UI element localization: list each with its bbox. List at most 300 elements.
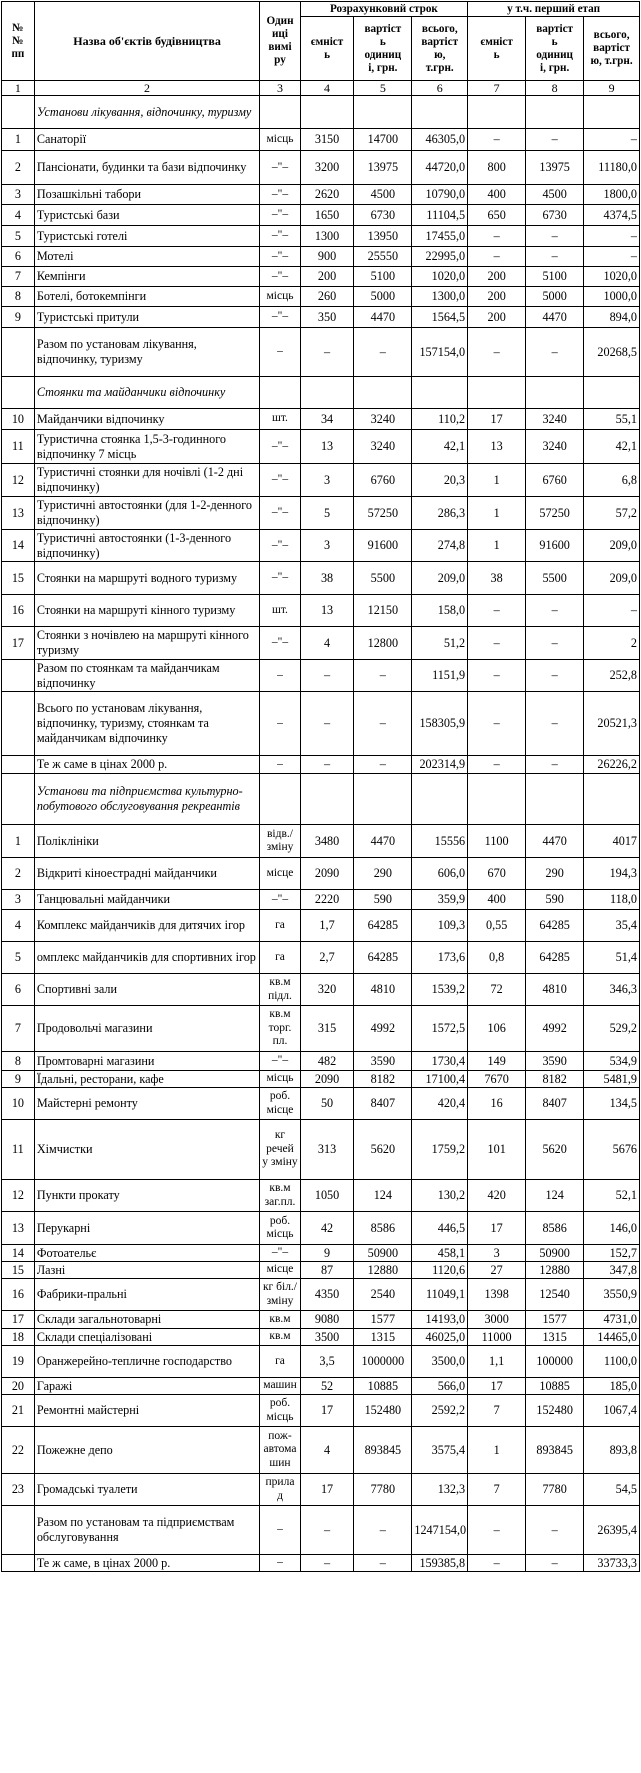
total-cost-first-stage: – (584, 247, 640, 267)
row-number: 5 (2, 226, 35, 247)
column-number: 7 (468, 81, 526, 96)
row-number: 2 (2, 858, 35, 890)
unit: –"– (260, 151, 300, 185)
row-number: 16 (2, 1279, 35, 1311)
table-row (2, 185, 640, 205)
empty-cell (260, 377, 300, 409)
capacity: 9 (300, 1245, 354, 1262)
empty-cell (584, 774, 640, 825)
object-name: Громадські туалети (34, 1474, 259, 1506)
capacity: 3 (300, 464, 354, 497)
capacity: – (300, 660, 354, 692)
total-cost-first-stage: 1067,4 (584, 1395, 640, 1427)
unit-cost-first-stage: 4470 (526, 825, 584, 858)
column-number-row (2, 81, 640, 96)
capacity-first-stage: 72 (468, 974, 526, 1006)
total-cost-first-stage: – (584, 226, 640, 247)
table-row (2, 307, 640, 328)
capacity-first-stage: 800 (468, 151, 526, 185)
total-cost: 274,8 (412, 530, 468, 562)
row-number: 14 (2, 1245, 35, 1262)
row-number: 8 (2, 1052, 35, 1071)
empty-cell (468, 774, 526, 825)
capacity-first-stage: 3000 (468, 1311, 526, 1329)
total-cost-first-stage: 6,8 (584, 464, 640, 497)
total-cost-first-stage: 1800,0 (584, 185, 640, 205)
capacity: 4 (300, 1427, 354, 1474)
total-cost-first-stage: 55,1 (584, 409, 640, 430)
total-cost: 3500,0 (412, 1346, 468, 1378)
capacity-first-stage: 3 (468, 1245, 526, 1262)
object-name: Туристські бази (34, 205, 259, 226)
capacity-first-stage: 1,1 (468, 1346, 526, 1378)
object-name: Поліклініки (34, 825, 259, 858)
column-number: 1 (2, 81, 35, 96)
table-row (2, 430, 640, 464)
row-number: 18 (2, 1329, 35, 1346)
unit: –"– (260, 267, 300, 287)
unit: шт. (260, 595, 300, 627)
row-number: 5 (2, 942, 35, 974)
capacity-first-stage: 101 (468, 1120, 526, 1180)
empty-cell (2, 377, 35, 409)
total-cost-first-stage: 893,8 (584, 1427, 640, 1474)
table-row (2, 910, 640, 942)
object-name: Разом по установам лікування, відпочинку, туризму (34, 328, 259, 377)
object-name: Оранжерейно-тепличне господарство (34, 1346, 259, 1378)
table-row (2, 1120, 640, 1180)
table-row (2, 756, 640, 774)
total-cost: 1120,6 (412, 1262, 468, 1279)
capacity-first-stage: – (468, 627, 526, 660)
unit-cost: 2540 (354, 1279, 412, 1311)
table-row (2, 825, 640, 858)
table-row (2, 1329, 640, 1346)
table-row (2, 1088, 640, 1120)
object-name: Туристичні автостоянки (для 1-2-денного відпочинку) (34, 497, 259, 530)
unit-cost-first-stage: 152480 (526, 1395, 584, 1427)
unit-cost-first-stage: – (526, 129, 584, 151)
unit-cost-first-stage: 124 (526, 1180, 584, 1212)
unit-cost: – (354, 1506, 412, 1555)
capacity-first-stage: 1100 (468, 825, 526, 858)
total-cost-first-stage: 3550,9 (584, 1279, 640, 1311)
total-cost: 173,6 (412, 942, 468, 974)
unit-cost: 50900 (354, 1245, 412, 1262)
unit-cost: – (354, 756, 412, 774)
total-cost-first-stage: 54,5 (584, 1474, 640, 1506)
empty-cell (300, 377, 354, 409)
row-number: 12 (2, 1180, 35, 1212)
unit-cost: 13975 (354, 151, 412, 185)
row-number (2, 692, 35, 756)
unit: –"– (260, 205, 300, 226)
total-cost: 3575,4 (412, 1427, 468, 1474)
unit-cost-first-stage: 10885 (526, 1378, 584, 1395)
table-row (2, 660, 640, 692)
unit: га (260, 910, 300, 942)
capacity: 350 (300, 307, 354, 328)
unit-cost-first-stage: 3240 (526, 409, 584, 430)
object-name: Фотоательє (34, 1245, 259, 1262)
total-cost: 202314,9 (412, 756, 468, 774)
unit-cost-first-stage: – (526, 1555, 584, 1572)
capacity-first-stage: 17 (468, 1212, 526, 1245)
total-cost-first-stage: 152,7 (584, 1245, 640, 1262)
capacity-first-stage: – (468, 595, 526, 627)
header-calculation-period: Розрахунковий строк (300, 2, 467, 17)
object-name: Кемпінги (34, 267, 259, 287)
unit: місце (260, 1262, 300, 1279)
unit: –"– (260, 464, 300, 497)
unit-cost-first-stage: – (526, 660, 584, 692)
row-number: 1 (2, 129, 35, 151)
row-number: 10 (2, 409, 35, 430)
total-cost-first-stage: 4731,0 (584, 1311, 640, 1329)
row-number: 8 (2, 287, 35, 307)
unit-cost: 8182 (354, 1071, 412, 1088)
unit-cost-first-stage: 6730 (526, 205, 584, 226)
unit-cost-first-stage: 1315 (526, 1329, 584, 1346)
table-row (2, 974, 640, 1006)
total-cost-first-stage: 346,3 (584, 974, 640, 1006)
capacity: – (300, 1555, 354, 1572)
row-number: 4 (2, 910, 35, 942)
unit-cost-first-stage: – (526, 1506, 584, 1555)
unit-cost: 5000 (354, 287, 412, 307)
unit: га (260, 1346, 300, 1378)
unit-cost-first-stage: 8182 (526, 1071, 584, 1088)
unit-cost: 5100 (354, 267, 412, 287)
total-cost-first-stage: 134,5 (584, 1088, 640, 1120)
empty-cell (354, 774, 412, 825)
total-cost-first-stage: 118,0 (584, 890, 640, 910)
table-row (2, 1245, 640, 1262)
table-row (2, 409, 640, 430)
row-number: 7 (2, 267, 35, 287)
capacity: 17 (300, 1395, 354, 1427)
total-cost: 2592,2 (412, 1395, 468, 1427)
header-total-cost-first: всього, вартіст ю, т.грн. (584, 17, 640, 81)
empty-cell (260, 774, 300, 825)
row-number: 23 (2, 1474, 35, 1506)
unit-cost-first-stage: 5500 (526, 562, 584, 595)
unit-cost: 12800 (354, 627, 412, 660)
unit-cost: 5620 (354, 1120, 412, 1180)
object-name: Фабрики-пральні (34, 1279, 259, 1311)
unit: –"– (260, 247, 300, 267)
unit: –"– (260, 430, 300, 464)
empty-cell (260, 96, 300, 129)
total-cost-first-stage: 26395,4 (584, 1506, 640, 1555)
table-row (2, 1279, 640, 1311)
total-cost-first-stage: 33733,3 (584, 1555, 640, 1572)
header-total-cost: всього, вартіст ю, т.грн. (412, 17, 468, 81)
object-name: Позашкільні табори (34, 185, 259, 205)
empty-cell (412, 377, 468, 409)
unit-cost: – (354, 328, 412, 377)
total-cost: 11104,5 (412, 205, 468, 226)
total-cost: 606,0 (412, 858, 468, 890)
unit-cost-first-stage: 64285 (526, 910, 584, 942)
unit-cost: 1577 (354, 1311, 412, 1329)
total-cost: 159385,8 (412, 1555, 468, 1572)
row-number (2, 1506, 35, 1555)
unit: – (260, 328, 300, 377)
capacity: 900 (300, 247, 354, 267)
object-name: Пансіонати, будинки та бази відпочинку (34, 151, 259, 185)
unit: машин (260, 1378, 300, 1395)
unit-cost: – (354, 660, 412, 692)
unit: –"– (260, 185, 300, 205)
table-row (2, 497, 640, 530)
row-number: 2 (2, 151, 35, 185)
header-unit-cost-first: вартіст ь одиниц і, грн. (526, 17, 584, 81)
unit: – (260, 756, 300, 774)
total-cost: 1020,0 (412, 267, 468, 287)
capacity-first-stage: 670 (468, 858, 526, 890)
unit-cost: 3590 (354, 1052, 412, 1071)
row-number: 22 (2, 1427, 35, 1474)
unit-cost: 4470 (354, 307, 412, 328)
empty-cell (412, 96, 468, 129)
total-cost-first-stage: 11180,0 (584, 151, 640, 185)
capacity: 4350 (300, 1279, 354, 1311)
capacity: 3200 (300, 151, 354, 185)
unit-cost: 1315 (354, 1329, 412, 1346)
capacity-first-stage: 106 (468, 1006, 526, 1052)
table-row (2, 205, 640, 226)
total-cost-first-stage: 20268,5 (584, 328, 640, 377)
table-row (2, 1474, 640, 1506)
capacity-first-stage: 27 (468, 1262, 526, 1279)
unit-cost-first-stage: 100000 (526, 1346, 584, 1378)
unit-cost-first-stage: 7780 (526, 1474, 584, 1506)
capacity: 34 (300, 409, 354, 430)
total-cost-first-stage: 57,2 (584, 497, 640, 530)
unit-cost-first-stage: 4500 (526, 185, 584, 205)
object-name: Ремонтні майстерні (34, 1395, 259, 1427)
header-first-stage: у т.ч. перший етап (468, 2, 640, 17)
unit: га (260, 942, 300, 974)
unit-cost: 57250 (354, 497, 412, 530)
total-cost: 132,3 (412, 1474, 468, 1506)
unit-cost-first-stage: 8586 (526, 1212, 584, 1245)
unit-cost-first-stage: – (526, 328, 584, 377)
unit: – (260, 1506, 300, 1555)
row-number: 13 (2, 1212, 35, 1245)
unit-cost: 124 (354, 1180, 412, 1212)
capacity: 42 (300, 1212, 354, 1245)
unit: –"– (260, 307, 300, 328)
unit: –"– (260, 890, 300, 910)
row-number: 20 (2, 1378, 35, 1395)
unit: роб. місце (260, 1088, 300, 1120)
row-number: 4 (2, 205, 35, 226)
table-row (2, 1052, 640, 1071)
object-name: Хімчистки (34, 1120, 259, 1180)
capacity: 2090 (300, 1071, 354, 1088)
row-number: 19 (2, 1346, 35, 1378)
total-cost-first-stage: 529,2 (584, 1006, 640, 1052)
total-cost: 20,3 (412, 464, 468, 497)
total-cost-first-stage: 146,0 (584, 1212, 640, 1245)
capacity: – (300, 692, 354, 756)
capacity: 13 (300, 430, 354, 464)
empty-cell (526, 96, 584, 129)
capacity-first-stage: 200 (468, 307, 526, 328)
capacity: 5 (300, 497, 354, 530)
unit-cost: 64285 (354, 910, 412, 942)
object-name: Склади загальнотоварні (34, 1311, 259, 1329)
row-number: 14 (2, 530, 35, 562)
table-row (2, 226, 640, 247)
table-row (2, 1378, 640, 1395)
unit-cost: 8586 (354, 1212, 412, 1245)
unit: шт. (260, 409, 300, 430)
total-cost-first-stage: 52,1 (584, 1180, 640, 1212)
total-cost-first-stage: 4374,5 (584, 205, 640, 226)
row-number: 11 (2, 430, 35, 464)
object-name: Пункти прокату (34, 1180, 259, 1212)
unit-cost: 152480 (354, 1395, 412, 1427)
unit-cost: 10885 (354, 1378, 412, 1395)
unit: –"– (260, 1245, 300, 1262)
unit: –"– (260, 226, 300, 247)
unit-cost-first-stage: 893845 (526, 1427, 584, 1474)
row-number (2, 756, 35, 774)
unit: кг речей у зміну (260, 1120, 300, 1180)
unit-cost: – (354, 692, 412, 756)
total-cost: 109,3 (412, 910, 468, 942)
row-number: 3 (2, 185, 35, 205)
object-name: Всього по установам лікування, відпочинку, туризму, стоянкам та майданчикам відпочинку (34, 692, 259, 756)
empty-cell (468, 377, 526, 409)
capacity: – (300, 756, 354, 774)
column-number: 3 (260, 81, 300, 96)
object-name: Стоянки на маршруті кінного туризму (34, 595, 259, 627)
unit-cost: 13950 (354, 226, 412, 247)
object-name: Мотелі (34, 247, 259, 267)
total-cost: 420,4 (412, 1088, 468, 1120)
total-cost: 158,0 (412, 595, 468, 627)
header-number: № № пп (2, 2, 35, 81)
total-cost-first-stage: 534,9 (584, 1052, 640, 1071)
total-cost-first-stage: 1020,0 (584, 267, 640, 287)
object-name: Майданчики відпочинку (34, 409, 259, 430)
object-name: Стоянки на маршруті водного туризму (34, 562, 259, 595)
empty-cell (300, 774, 354, 825)
total-cost: 17100,4 (412, 1071, 468, 1088)
unit-cost-first-stage: – (526, 692, 584, 756)
object-name: Їдальні, ресторани, кафе (34, 1071, 259, 1088)
capacity-first-stage: 1 (468, 464, 526, 497)
empty-cell (354, 96, 412, 129)
object-name: Відкриті кіноестрадні майданчики (34, 858, 259, 890)
row-number: 6 (2, 974, 35, 1006)
total-cost: 458,1 (412, 1245, 468, 1262)
total-cost: 44720,0 (412, 151, 468, 185)
capacity-first-stage: 13 (468, 430, 526, 464)
object-name: Туристичні стоянки для ночівлі (1-2 дні відпочинку) (34, 464, 259, 497)
table-row (2, 858, 640, 890)
row-number: 15 (2, 1262, 35, 1279)
capacity: 313 (300, 1120, 354, 1180)
unit-cost: 290 (354, 858, 412, 890)
total-cost-first-stage: 1000,0 (584, 287, 640, 307)
unit-cost-first-stage: – (526, 226, 584, 247)
capacity: 482 (300, 1052, 354, 1071)
empty-cell (354, 377, 412, 409)
table-row (2, 530, 640, 562)
column-number: 6 (412, 81, 468, 96)
capacity: 2220 (300, 890, 354, 910)
header-unit: Один иці вимі ру (260, 2, 300, 81)
unit-cost-first-stage: – (526, 756, 584, 774)
unit-cost: 6760 (354, 464, 412, 497)
object-name: Санаторії (34, 129, 259, 151)
unit: – (260, 1555, 300, 1572)
unit-cost-first-stage: 4810 (526, 974, 584, 1006)
capacity: 17 (300, 1474, 354, 1506)
unit-cost: 25550 (354, 247, 412, 267)
row-number (2, 328, 35, 377)
total-cost: 14193,0 (412, 1311, 468, 1329)
header-unit-cost: вартіст ь одиниц і, грн. (354, 17, 412, 81)
unit-cost: 1000000 (354, 1346, 412, 1378)
unit: місць (260, 1071, 300, 1088)
capacity: 1050 (300, 1180, 354, 1212)
total-cost-first-stage: 5676 (584, 1120, 640, 1180)
table-row (2, 942, 640, 974)
unit-cost-first-stage: 4470 (526, 307, 584, 328)
total-cost: 157154,0 (412, 328, 468, 377)
object-name: Перукарні (34, 1212, 259, 1245)
table-row (2, 1506, 640, 1555)
unit: роб. місць (260, 1395, 300, 1427)
capacity: 50 (300, 1088, 354, 1120)
total-cost-first-stage: 194,3 (584, 858, 640, 890)
unit: –"– (260, 530, 300, 562)
capacity: 2620 (300, 185, 354, 205)
capacity: 3,5 (300, 1346, 354, 1378)
header-capacity-first: ємніст ь (468, 17, 526, 81)
capacity: 38 (300, 562, 354, 595)
table-row (2, 1006, 640, 1052)
object-name: Туристична стоянка 1,5-3-годинного відпочинку 7 місць (34, 430, 259, 464)
row-number: 7 (2, 1006, 35, 1052)
row-number: 9 (2, 307, 35, 328)
capacity-first-stage: 11000 (468, 1329, 526, 1346)
unit-cost-first-stage: 5620 (526, 1120, 584, 1180)
total-cost: 1759,2 (412, 1120, 468, 1180)
capacity-first-stage: – (468, 1506, 526, 1555)
capacity-first-stage: 0,55 (468, 910, 526, 942)
object-name: Гаражі (34, 1378, 259, 1395)
object-name: омплекс майданчиків для спортивних ігор (34, 942, 259, 974)
table-row (2, 129, 640, 151)
empty-cell (584, 377, 640, 409)
capacity: 3500 (300, 1329, 354, 1346)
capacity-first-stage: – (468, 692, 526, 756)
empty-cell (2, 96, 35, 129)
object-name: Туристські готелі (34, 226, 259, 247)
total-cost-first-stage: – (584, 129, 640, 151)
capacity-first-stage: 400 (468, 185, 526, 205)
unit-cost: 5500 (354, 562, 412, 595)
capacity-first-stage: 1 (468, 530, 526, 562)
unit: –"– (260, 497, 300, 530)
